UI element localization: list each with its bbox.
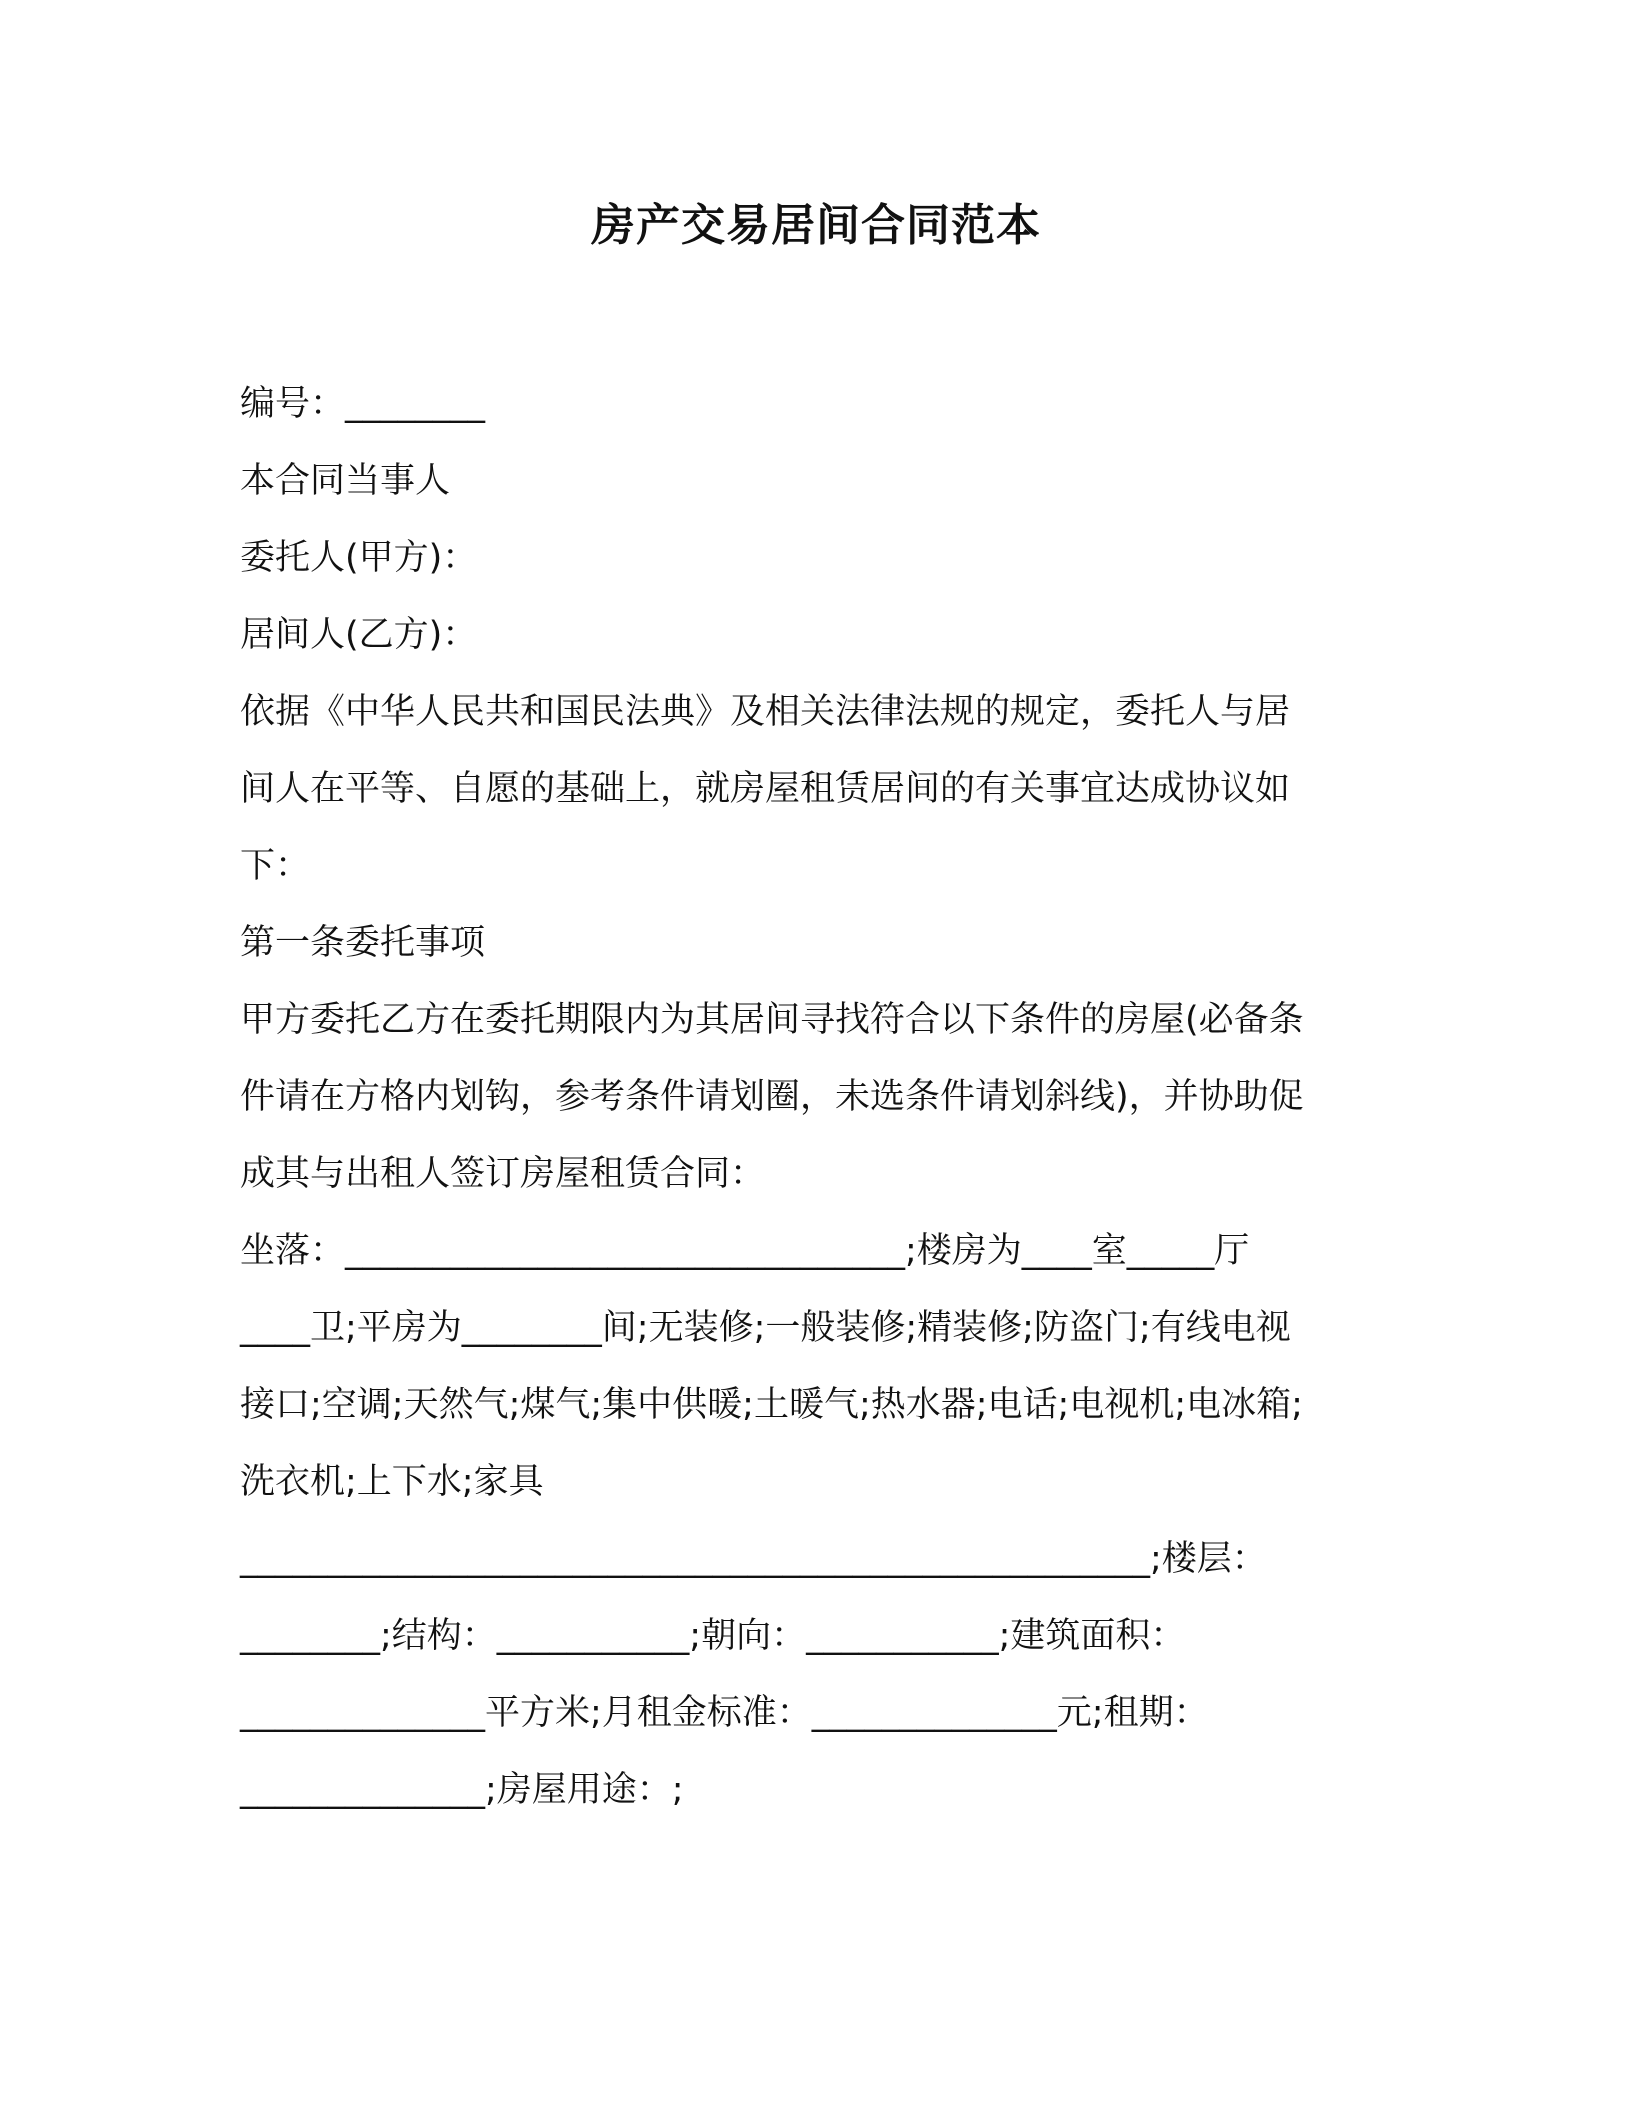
structure-line: ________;结构：___________;朝向：___________;建筑面积： (240, 1616, 1186, 1656)
article-1-line-1: 甲方委托乙方在委托期限内为其居间寻找符合以下条件的房屋(必备条 (240, 1000, 1304, 1040)
usage-line: ______________;房屋用途：; (240, 1770, 684, 1810)
article-1-line-3: 成其与出租人签订房屋租赁合同： (240, 1154, 766, 1194)
location-line-2: ____卫;平房为________间;无装修;一般装修;精装修;防盗门;有线电视 (240, 1308, 1291, 1348)
location-line-3: 接口;空调;天然气;煤气;集中供暖;土暖气;热水器;电话;电视机;电冰箱; (240, 1385, 1303, 1425)
location-line-1: 坐落：________________________________;楼房为____室_____厅 (240, 1231, 1250, 1271)
party-b-line: 居间人(乙方)： (240, 615, 478, 655)
rent-line: ______________平方米;月租金标准：______________元;租期： (240, 1693, 1209, 1733)
contract-number-line: 编号：________ (240, 384, 486, 424)
preamble-line-2: 间人在平等、自愿的基础上，就房屋租赁居间的有关事宜达成协议如 (240, 769, 1291, 809)
location-line-4: 洗衣机;上下水;家具 (240, 1462, 544, 1502)
document-title: 房产交易居间合同范本 (591, 200, 1041, 251)
article-1-line-2: 件请在方格内划钩，参考条件请划圈，未选条件请划斜线)，并协助促 (240, 1077, 1304, 1117)
preamble-line-3: 下： (240, 846, 311, 886)
parties-heading: 本合同当事人 (240, 461, 451, 501)
document-body (240, 366, 1400, 1829)
party-a-line: 委托人(甲方)： (240, 538, 478, 578)
article-1-heading: 第一条委托事项 (240, 923, 486, 963)
preamble-line-1: 依据《中华人民共和国民法典》及相关法律法规的规定，委托人与居 (240, 692, 1291, 732)
floor-line: ____________________________________________________;楼层： (240, 1539, 1267, 1579)
